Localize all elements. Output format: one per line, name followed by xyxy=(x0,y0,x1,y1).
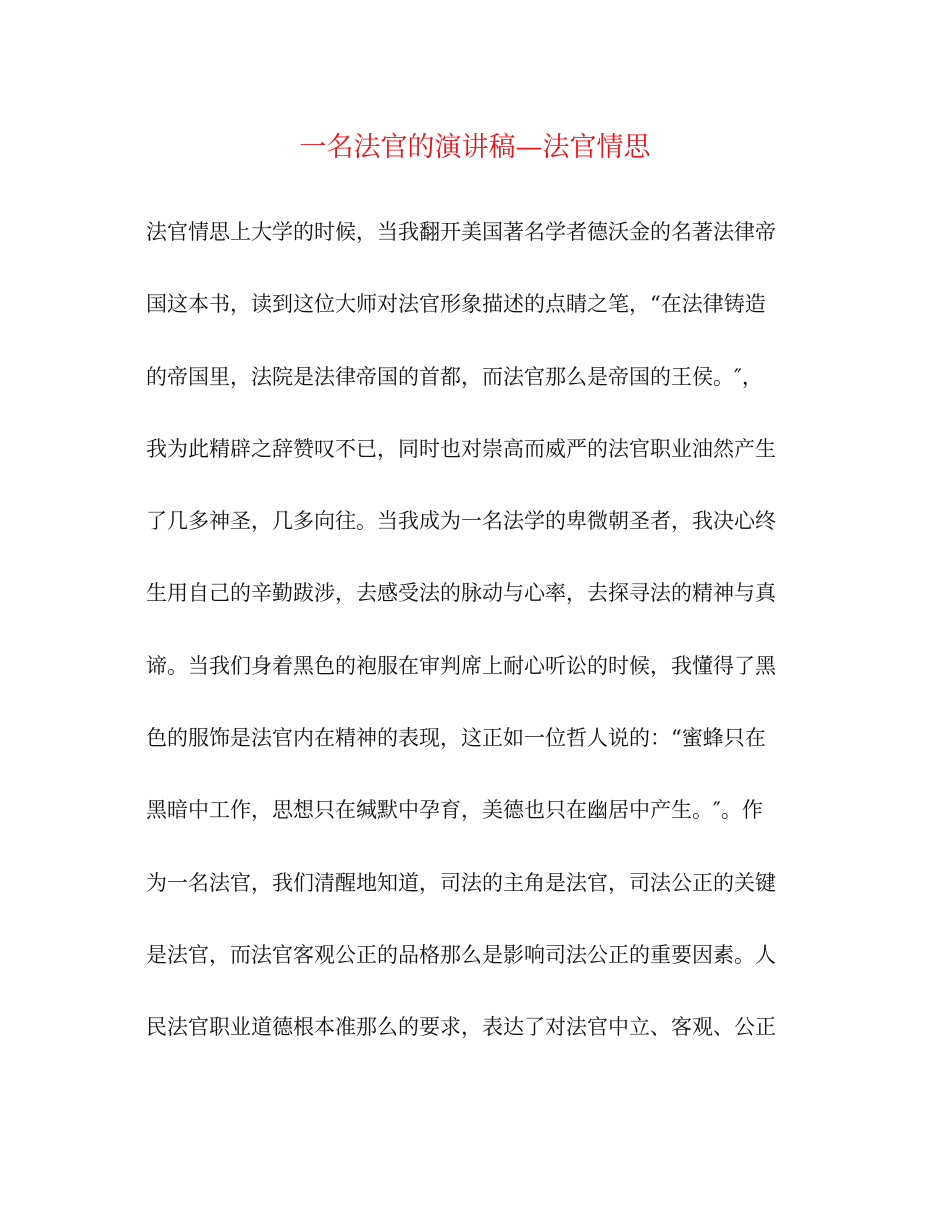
body-line: 法官情思上大学的时候，当我翻开美国著名学者德沃金的名著法律帝 xyxy=(146,220,776,244)
body-line: 国这本书，读到这位大师对法官形象描述的点睛之笔，“在法律铸造 xyxy=(146,292,766,317)
body-line: 是法官，而法官客观公正的品格那么是影响司法公正的重要因素。人 xyxy=(146,942,776,967)
body-line: 谛。当我们身着黑色的袍服在审判席上耐心听讼的时候，我懂得了黑 xyxy=(146,653,776,678)
body-line: 我为此精辟之辞赞叹不已，同时也对崇高而威严的法官职业油然产生 xyxy=(146,436,776,461)
body-line: 黑暗中工作，思想只在缄默中孕育，美德也只在幽居中产生。″。作 xyxy=(146,798,763,823)
body-line: 为一名法官，我们清醒地知道，司法的主角是法官，司法公正的关键 xyxy=(146,870,776,895)
body-line: 色的服饰是法官内在精神的表现，这正如一位哲人说的：“蜜蜂只在 xyxy=(146,726,766,751)
document-title: 一名法官的演讲稿—法官情思 xyxy=(299,132,651,163)
body-line: 了几多神圣，几多向往。当我成为一名法学的卑微朝圣者，我决心终 xyxy=(146,509,776,534)
body-line: 生用自己的辛勤跋涉，去感受法的脉动与心率，去探寻法的精神与真 xyxy=(146,581,776,606)
body-line: 的帝国里，法院是法律帝国的首都，而法官那么是帝国的王侯。″， xyxy=(146,364,763,389)
document-body xyxy=(146,212,810,1080)
body-line: 民法官职业道德根本准那么的要求，表达了对法官中立、客观、公正 xyxy=(146,1015,776,1040)
